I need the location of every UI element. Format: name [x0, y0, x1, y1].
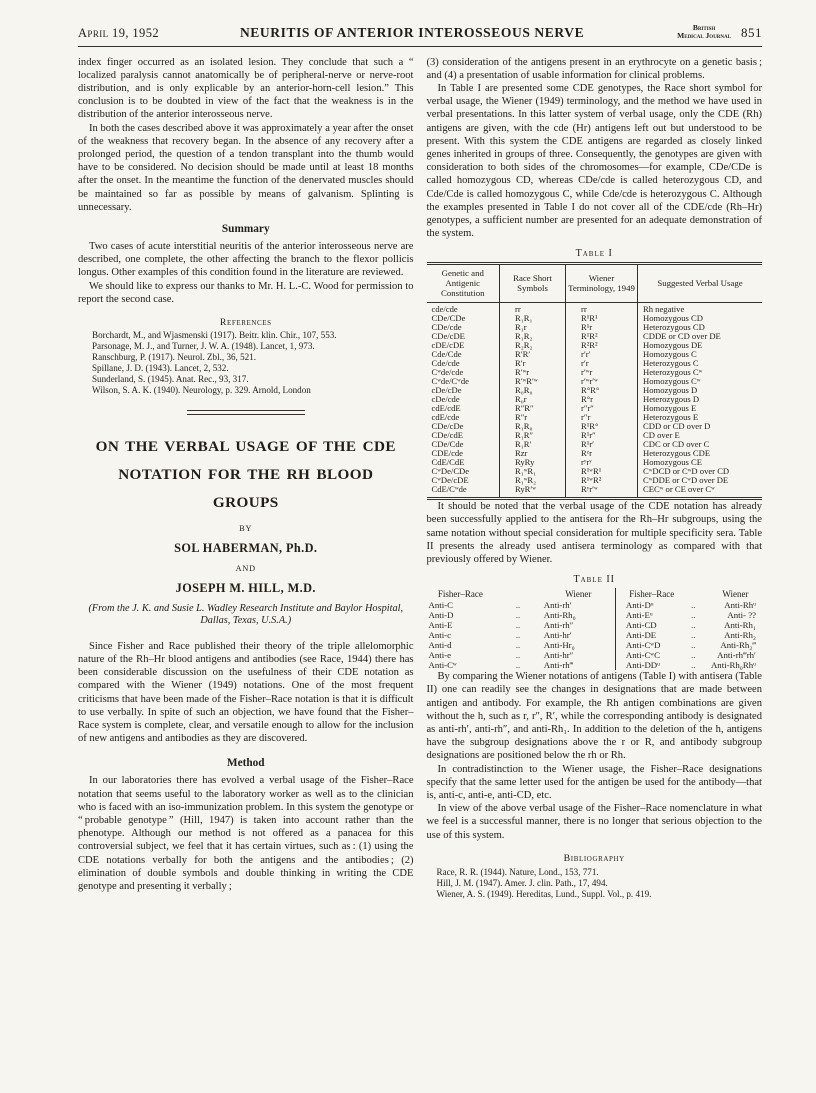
table-cell: Heterozygous C	[638, 359, 763, 368]
table-cell: R¹r″	[566, 431, 638, 440]
table-cell: ..	[691, 610, 696, 621]
table-cell: Anti-Dᵘ	[615, 600, 677, 610]
table-cell: Homozygous DE	[638, 341, 763, 350]
table-cell: Anti-Rh₂	[724, 630, 756, 641]
page-number: 851	[740, 24, 762, 40]
two-column-layout	[78, 56, 762, 901]
table-cell: Homozygous D	[638, 386, 763, 395]
table-row	[427, 630, 763, 640]
table-cell: CDe/cdE	[431, 430, 464, 441]
table-cell: Anti-Rh₀	[543, 610, 576, 621]
table-cell: ..	[515, 630, 521, 641]
references-heading: References	[219, 316, 272, 328]
table-cell: CʷDCD or CʷD over CD	[638, 467, 763, 476]
table-cell: R²R²	[566, 341, 638, 350]
table-cell: R°R°	[566, 386, 638, 395]
table-cell: r′r′	[566, 350, 638, 359]
acknowledgement-paragraph: We should like to express our thanks to Mr. H. L.-C. Wood for permission to report the second case.	[78, 280, 414, 305]
table-row	[427, 431, 763, 440]
table-cell: Anti-Rh₀Rhᵘ	[710, 660, 756, 671]
table-cell: ..	[691, 600, 696, 611]
table-cell: Anti-Rhᵘ	[724, 600, 756, 611]
table-row	[427, 386, 763, 395]
table-cell: rʸrʸ	[566, 458, 638, 467]
table-cell: r″r″	[566, 404, 638, 413]
table-cell: cDe/cDe	[431, 385, 462, 396]
table-row	[427, 395, 763, 404]
journal-name	[677, 24, 731, 41]
table2-header-cell: Fisher–Race	[437, 589, 483, 600]
table1-header-row	[427, 264, 763, 303]
table2-header-row	[427, 588, 763, 600]
table-cell: R¹ʷR¹	[566, 467, 638, 476]
article-separator-rule	[187, 410, 305, 415]
table-cell: R₂R₂	[500, 341, 566, 350]
table-cell: Heterozygous E	[638, 413, 763, 422]
references-list	[78, 330, 414, 397]
table-cell: R′R′	[500, 350, 566, 359]
table-cell: Cde/Cde	[431, 349, 462, 360]
table-cell: Anti-rh‴rh′	[717, 650, 756, 661]
table2-header-cell: Wiener	[722, 589, 749, 600]
byline-label: BY	[239, 523, 253, 533]
journal-name-line2: Medical Journal	[677, 31, 731, 41]
table-cell: Anti-rh″	[543, 620, 574, 631]
table-cell: R₁R₂	[500, 332, 566, 341]
table-row	[427, 341, 763, 350]
table-cell: CD over E	[638, 431, 763, 440]
table-cell: Rᶻr	[566, 449, 638, 458]
table-cell: r′ʷr′ʷ	[566, 377, 638, 386]
table-cell: Anti-DDᵘ	[615, 660, 677, 670]
list-item: Race, R. R. (1944). Nature, Lond., 153, 771.	[436, 866, 599, 877]
table-cell: Anti-Hr₀	[543, 640, 575, 651]
running-title: NEURITIS OF ANTERIOR INTEROSSEOUS NERVE	[239, 24, 585, 40]
table-row	[427, 640, 763, 650]
table-row	[427, 660, 763, 670]
article2-paragraph: It should be noted that the verbal usage of the CDE notation has already been successfully applied to the antisera for the Rh–Hr subgroups, using the same notation without special consideration for multiple specificity sera. Table II presents the already used antisera terminology as compared with that previously offered by Wiener.	[426, 501, 762, 565]
table-cell: ..	[515, 620, 521, 631]
table-cell: rr	[566, 303, 638, 315]
table-cell: CDD or CD over D	[638, 422, 763, 431]
table-cell: Homozygous CD	[638, 314, 763, 323]
table-cell: Homozygous CE	[638, 458, 763, 467]
table-cell: Anti-C	[428, 600, 453, 611]
table1-header-cell: Suggested Verbal Usage	[638, 264, 763, 303]
table-cell: CDE/cde	[431, 448, 464, 459]
table-cell: Cʷde/Cʷde	[431, 376, 469, 387]
table-row	[427, 620, 763, 630]
table-row	[427, 359, 763, 368]
article2-paragraph: By comparing the Wiener notations of antigens (Table I) with antisera (Table II) one can readily see the changes in designations that are made between antigen and antibody. For example, the Rh antigen combinations are given without the h, such as r, r″, R′, while the corresponding antibody is designated as anti-rh′, anti-rh″, and anti-Rh₁. In addition to the deletion of the h, antigens have the subgroup designations above the r or R, and antibody subgroup designations are positioned below the rh or Rh.	[426, 671, 762, 762]
table-cell: Anti-Rh₁	[724, 620, 756, 631]
table-cell: ..	[515, 600, 521, 611]
table-cell: Anti-Eᵘ	[615, 610, 677, 620]
author-name: SOL HABERMAN, Ph.D.	[174, 540, 318, 555]
table-row	[427, 440, 763, 449]
table-cell: R₁R″	[500, 431, 566, 440]
article2-title: ON THE VERBAL USAGE OF THE CDE NOTATION FOR THE RH BLOOD GROUPS	[95, 437, 396, 511]
table-cell: ..	[691, 640, 696, 651]
table-cell: CECʷ or CE over Cʷ	[638, 485, 763, 499]
table-cell: CdE/Cʷde	[431, 484, 467, 495]
table-cell: R₁R₁	[500, 314, 566, 323]
table-cell: Anti-rh′	[543, 600, 572, 611]
right-column	[427, 56, 763, 901]
table-cell: ..	[515, 640, 521, 651]
table-cell: R₁R₀	[500, 422, 566, 431]
table1-header-cell: Wiener Terminology, 1949	[566, 264, 638, 303]
left-column	[78, 56, 414, 901]
list-item: Wilson, S. A. K. (1940). Neurology, p. 329. Arnold, London	[92, 385, 311, 396]
table-cell: Heterozygous CD	[638, 323, 763, 332]
table-cell: Rh negative	[638, 303, 763, 315]
affiliation: (From the J. K. and Susie L. Wadley Research Institute and Baylor Hospital, Dallas, Texas, U.S.A.)	[88, 602, 404, 627]
list-item: Hill, J. M. (1947). Amer. J. clin. Path., 17, 494.	[436, 878, 608, 889]
table-cell: Heterozygous D	[638, 395, 763, 404]
table1	[427, 262, 763, 500]
table-cell: Anti-D	[428, 610, 454, 621]
table2	[427, 588, 763, 670]
table-cell: r″r	[566, 413, 638, 422]
table-cell: cDe/cde	[431, 394, 460, 405]
table-cell: Anti-CD	[615, 620, 677, 630]
table-cell: R°r	[566, 395, 638, 404]
table-cell: R₀r	[500, 395, 566, 404]
table-cell: ..	[691, 630, 696, 641]
table-cell: CdE/CdE	[431, 457, 465, 468]
table-cell: R¹ʷR²	[566, 476, 638, 485]
table-cell: CDe/CDe	[431, 313, 466, 324]
table1-caption: Table I	[575, 248, 613, 260]
table-cell: CʷDe/cDE	[431, 475, 469, 486]
table-cell: Anti- ??	[727, 610, 756, 621]
article2-intro-paragraph: Since Fisher and Race published their theory of the triple allelomorphic nature of the Rh–Hr blood antigens and antibodies (see Race, 1944) there has been considerable discussion on the usefulness of their CDE notation as compared with the Wiener (1949) notations. One of the most frequent criticisms that have been made of the Fisher–Race notation is that it is difficult to use verbally. In spite of such an objection, we have found that the Fisher–Race system is complete, clear, and versatile enough to allow for the inclusion of new antigens and antibodies as they are discovered.	[78, 640, 414, 745]
table-cell: R¹R²	[566, 332, 638, 341]
table-cell: Anti-CʷC	[615, 650, 677, 660]
journal-name-line1: British	[692, 23, 716, 32]
table-cell: Anti-rh‴	[543, 660, 574, 671]
page-header	[78, 24, 762, 47]
table-cell: Heterozygous Cʷ	[638, 368, 763, 377]
table-cell: Anti-CʷD	[615, 640, 677, 650]
issue-date: April 19, 1952	[78, 25, 160, 40]
table-cell: Anti-DE	[615, 630, 677, 640]
table-cell: R¹R°	[566, 422, 638, 431]
summary-heading: Summary	[221, 222, 270, 235]
table-cell: cde/cde	[431, 304, 458, 315]
table2-header-cell: Wiener	[565, 589, 592, 600]
table-cell: CDC or CD over C	[638, 440, 763, 449]
table-row	[427, 600, 763, 610]
list-item: Borchardt, M., and Wjasmenski (1917). Beitr. klin. Chir., 107, 553.	[92, 329, 337, 340]
table-cell: Cʷde/cde	[431, 367, 464, 378]
table-cell: CDe/cDE	[431, 331, 465, 342]
table-cell: ..	[515, 650, 521, 661]
table-cell: R₁r	[500, 323, 566, 332]
table-cell: RyRy	[500, 458, 566, 467]
table-cell: R₀R₀	[500, 386, 566, 395]
table-cell: R″R″	[500, 404, 566, 413]
table-cell: R′ʷr	[500, 368, 566, 377]
bibliography-list	[427, 867, 763, 901]
list-item: Spillane, J. D. (1943). Lancet, 2, 532.	[92, 363, 229, 374]
table-cell: ..	[691, 660, 696, 671]
table-cell: Rzr	[500, 449, 566, 458]
table-row	[427, 485, 763, 499]
table-cell: CDe/cde	[431, 322, 462, 333]
table-row	[427, 650, 763, 660]
table-cell: Homozygous C	[638, 350, 763, 359]
table-cell: Homozygous Cʷ	[638, 377, 763, 386]
table-cell: Anti-hr″	[543, 650, 574, 661]
table-cell: R′ʷR′ʷ	[500, 377, 566, 386]
table-row	[427, 404, 763, 413]
table2-header-cell: Fisher–Race	[615, 588, 677, 600]
table-cell: R₁ʷR₂	[500, 476, 566, 485]
table-cell: Anti-c	[428, 630, 451, 641]
table-cell: R′r	[500, 359, 566, 368]
table-cell: Rʸr′ʷ	[566, 485, 638, 499]
method-heading: Method	[226, 757, 265, 770]
summary-paragraph: Two cases of acute interstitial neuritis of the anterior interosseous nerve are described, one complete, the other affecting the branch to the flexor pollicis longus. Other examples of this condition found in the literature are reviewed.	[78, 240, 414, 279]
table-cell: ..	[515, 610, 521, 621]
list-item: Ranschburg, P. (1917). Neurol. Zbl., 36, 521.	[92, 352, 257, 363]
table-cell: rr	[500, 303, 566, 315]
table-cell: CʷDe/CDe	[431, 466, 470, 477]
table-row	[427, 350, 763, 359]
table-cell: Anti-Cʷ	[428, 660, 457, 671]
table-cell: R¹r	[566, 323, 638, 332]
table-row	[427, 449, 763, 458]
list-item: Wiener, A. S. (1949). Hereditas, Lund., Suppl. Vol., p. 419.	[436, 889, 652, 900]
list-item: Sunderland, S. (1945). Anat. Rec., 93, 317.	[92, 374, 249, 385]
article2-paragraph: In contradistinction to the Wiener usage, the Fisher–Race designations specify that the same letter used for the antigen be used for the antibody—that is, anti-c, anti-e, anti-CD, etc.	[426, 763, 762, 801]
table1-header-cell: Race Short Symbols	[500, 264, 566, 303]
table-cell: R₁ʷR₁	[500, 467, 566, 476]
table-cell: ..	[691, 650, 696, 661]
table-cell: R″r	[500, 413, 566, 422]
table-cell: Homozygous E	[638, 404, 763, 413]
table-cell: r′ʷr	[566, 368, 638, 377]
author-name: JOSEPH M. HILL, M.D.	[175, 580, 316, 595]
table-cell: CDe/cDe	[431, 421, 464, 432]
table-cell: ..	[515, 660, 521, 671]
table-cell: CDDE or CD over DE	[638, 332, 763, 341]
table-cell: Anti-e	[428, 650, 451, 661]
article2-paragraph: (3) consideration of the antigens present in an erythrocyte on a genetic basis ; and (4) a presentation of usable information for clinical problems.	[426, 56, 762, 81]
article1-paragraph: index finger occurred as an isolated lesion. They conclude that such a “ localized paralysis cannot anatomically be of peripheral-nerve or nerve-root distribution, and is only explicable by an anterior-horn-cell lesion.” This conclusion is to be doubted in view of the fact that the weakness is in the distribution of the anterior interosseous nerve.	[78, 56, 414, 121]
table-cell: RyR′ʷ	[500, 485, 566, 499]
list-item: Parsonage, M. J., and Turner, J. W. A. (1948). Lancet, 1, 973.	[92, 341, 315, 352]
table-cell: Cde/cde	[431, 358, 460, 369]
method-paragraph: In our laboratories there has evolved a verbal usage of the Fisher–Race notation that seems useful to the laboratory worker as well as to the clinician who is faced with an iso-immunization problem. In this system the genotype or “ probable genotype ” (Hill, 1947) is taken into account rather than the phenotype. Although our method is not offered as a panacea for this controversial subject, we feel that it has certain virtues, such as : (1) using the CDE notations verbally for both the antigens and the antibodies ; (2) elimination of double symbols and double thinking in writing the CDE genotype and presenting it verbally ;	[78, 775, 414, 892]
article1-paragraph: In both the cases described above it was approximately a year after the onset of the weakness that recovery began. In the absence of any recovery after a prolonged period, the question of a tendon transplant into the thumb would have to be considered. No decision should be made until at least 18 months after the onset. In the meantime the function of the denervated muscles should be maintained so far as possible by means of galvanism. Splinting is unnecessary.	[78, 122, 414, 213]
table-cell: cdE/cde	[431, 412, 460, 423]
table-cell: Heterozygous CDE	[638, 449, 763, 458]
and-label: AND	[235, 563, 256, 573]
table-cell: Anti-hr′	[543, 630, 572, 641]
table-cell: ..	[691, 620, 696, 631]
table-cell: r′r	[566, 359, 638, 368]
table-cell: Anti-Rh₂‴	[720, 640, 756, 651]
table1-header-cell: Genetic and Antigenic Constitution	[427, 264, 500, 303]
table-cell: cdE/cdE	[431, 403, 461, 414]
table-cell: R₁R′	[500, 440, 566, 449]
table2-caption: Table II	[573, 574, 616, 586]
table-cell: R¹R¹	[566, 314, 638, 323]
table-row	[427, 610, 763, 620]
table-cell: Anti-d	[428, 640, 452, 651]
table1-body	[427, 303, 763, 499]
article2-paragraph: In view of the above verbal usage of the Fisher–Race nomenclature in what we feel is a successful manner, there is no longer that serious objection to the use of this system.	[426, 803, 762, 841]
bibliography-heading: Bibliography	[563, 852, 625, 864]
table-cell: cDE/cDE	[431, 340, 465, 351]
table-cell: CDe/Cde	[431, 439, 464, 450]
header-right	[677, 24, 762, 41]
table2-body	[427, 600, 763, 670]
table-cell: Anti-E	[428, 620, 453, 631]
article2-paragraph: In Table I are presented some CDE genotypes, the Race short symbol for verbal usage, the Wiener (1949) terminology, and the method we have used in verbal presentations. In this latter system of verbal usage, only the CDE (Rh) antigens are given, with the cde (Hr) antigens left out but understood to be present. With this system the CDE antigens are regarded as closely linked genes inherited in groups of three. Consequently, the genotypes are given with consideration to both sides of the chromosomes—for example, CDe/CDe is called homozygous CD, whereas CDe/cde is called heterozygous CD, and Cde/Cde is called homozygous C, while Cde/cde is heterozygous C. Although the examples presented in Table I do not cover all of the CDE/cde (Rh–Hr) genotypes, a sufficient number are presented for an adequate demonstration of the system.	[426, 82, 762, 240]
table-cell: CʷDDE or CʷD over DE	[638, 476, 763, 485]
table-cell: R¹r′	[566, 440, 638, 449]
table-row	[427, 314, 763, 323]
